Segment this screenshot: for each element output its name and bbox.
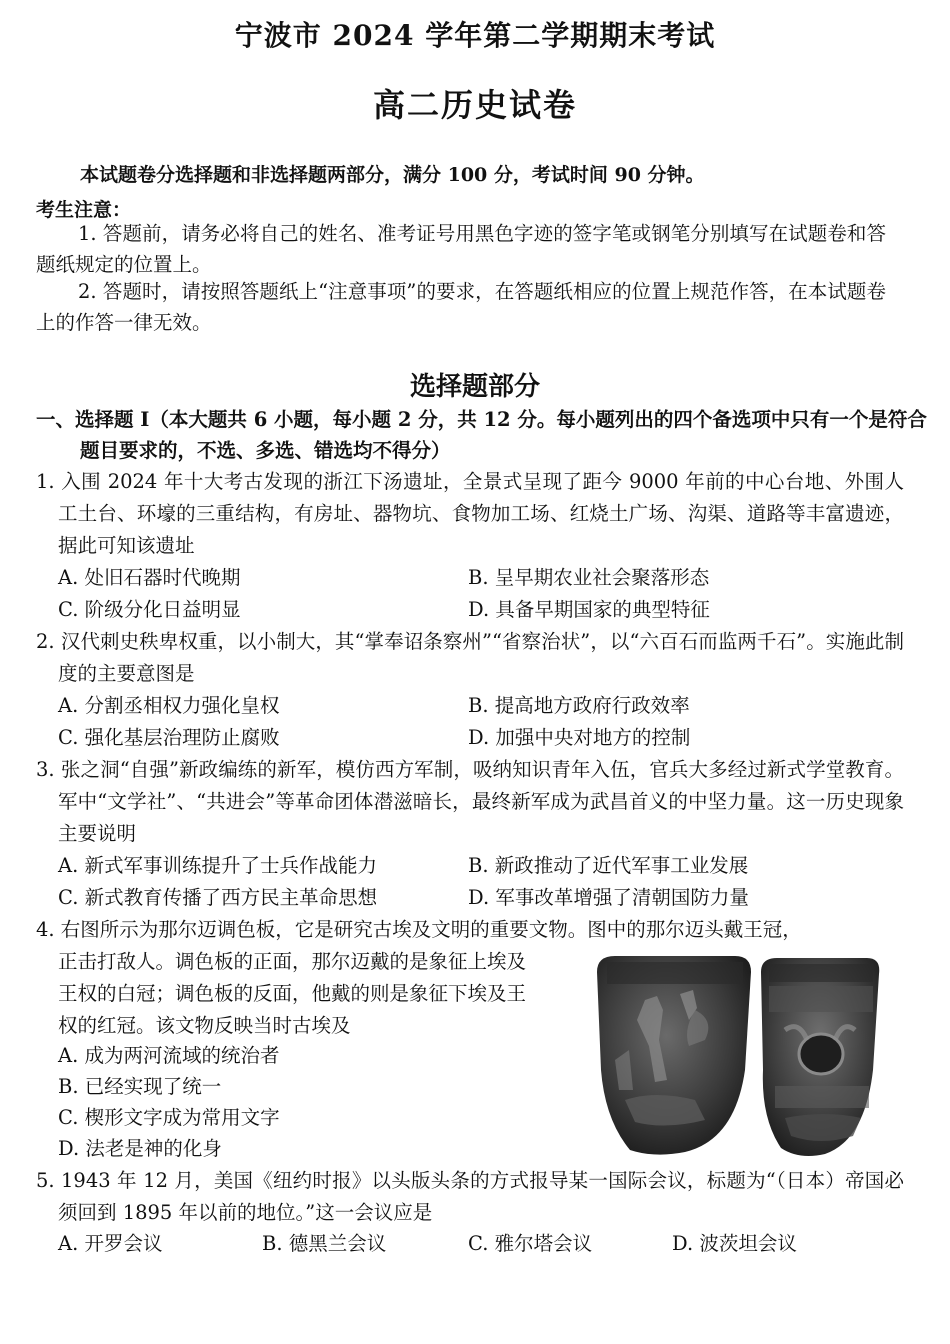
question-5-option-c: C. 雅尔塔会议 [468,1232,593,1255]
question-4-stem-line-3: 王权的白冠；调色板的反面，他戴的则是象征下埃及王 [58,982,527,1005]
exam-intro: 本试题卷分选择题和非选择题两部分，满分 100 分，考试时间 90 分钟。 [80,164,705,186]
question-4-option-d: D. 法老是神的化身 [58,1137,222,1160]
question-3-stem: 3. 张之洞“自强”新政编练的新军，模仿西方军制，吸纳知识青年入伍，官兵大多经过新式学堂教育。军中“文学社”、“共进会”等革命团体潜滋暗长，最终新军成为武昌首义的中坚力量。这一历史现象主要说明 [36,758,904,845]
question-5-stem: 5. 1943 年 12 月，美国《纽约时报》以头版头条的方式报导某一国际会议，标题为“（日本）帝国必须回到 1895 年以前的地位。”这一会议应是 [36,1169,904,1224]
question-2-option-d: D. 加强中央对地方的控制 [468,726,691,749]
palette-back [761,958,879,1156]
question-1-option-b: B. 呈早期农业社会聚落形态 [468,566,710,589]
palette-front [597,956,751,1155]
question-5-option-a: A. 开罗会议 [58,1232,163,1255]
question-1-stem: 1. 入围 2024 年十大考古发现的浙江下汤遗址，全景式呈现了距今 9000 年前的中心台地、外围人工土台、环壕的三重结构，有房址、器物坑、食物加工场、红烧土广场、沟渠、道路等丰富遗迹，据此可知该遗址 [36,470,904,557]
question-4-option-a: A. 成为两河流域的统治者 [58,1044,280,1067]
question-3-option-b: B. 新政推动了近代军事工业发展 [468,854,749,877]
exam-subtitle: 高二历史试卷 [372,86,577,124]
notice-item-2: 2. 答题时，请按照答题纸上“注意事项”的要求，在答题纸相应的位置上规范作答，在本试题卷上的作答一律无效。 [36,280,886,334]
question-4-stem-line-2: 正击打敌人。调色板的正面，那尔迈戴的是象征上埃及 [58,950,527,973]
notice-item-1: 1. 答题前，请务必将自己的姓名、准考证号用黑色字迹的签字笔或钢笔分别填写在试题卷和答题纸规定的位置上。 [36,222,886,276]
question-2-option-a: A. 分割丞相权力强化皇权 [58,694,280,717]
section-title: 选择题部分 [409,372,540,402]
question-4-option-b: B. 已经实现了统一 [58,1075,222,1098]
question-4-option-c: C. 楔形文字成为常用文字 [58,1106,280,1129]
question-4-stem-line-1: 4. 右图所示为那尔迈调色板，它是研究古埃及文明的重要文物。图中的那尔迈头戴王冠， [36,918,802,941]
question-2-option-c: C. 强化基层治理防止腐败 [58,726,280,749]
question-1-option-c: C. 阶级分化日益明显 [58,598,241,621]
question-3-option-c: C. 新式教育传播了西方民主革命思想 [58,886,378,909]
notice-heading: 考生注意： [36,199,132,221]
part1-heading: 一、选择题 I（本大题共 6 小题，每小题 2 分，共 12 分。每小题列出的四个备选项中只有一个是符合题目要求的，不选、多选、错选均不得分） [36,408,927,462]
question-3-option-a: A. 新式军事训练提升了士兵作战能力 [58,854,377,877]
narmer-palette-image [585,950,885,1160]
question-5-option-d: D. 波茨坦会议 [672,1232,797,1255]
question-5-option-b: B. 德黑兰会议 [262,1232,387,1255]
question-1-option-a: A. 处旧石器时代晚期 [58,566,241,589]
question-3-option-d: D. 军事改革增强了清朝国防力量 [468,886,749,909]
question-2-option-b: B. 提高地方政府行政效率 [468,694,690,717]
question-1-option-d: D. 具备早期国家的典型特征 [468,598,710,621]
exam-title: 宁波市 2024 学年第二学期期末考试 [234,19,716,52]
question-4-stem-line-4: 权的红冠。该文物反映当时古埃及 [58,1014,351,1037]
question-2-stem: 2. 汉代刺史秩卑权重，以小制大，其“掌奉诏条察州”“省察治状”，以“六百石而监两千石”。实施此制度的主要意图是 [36,630,904,685]
